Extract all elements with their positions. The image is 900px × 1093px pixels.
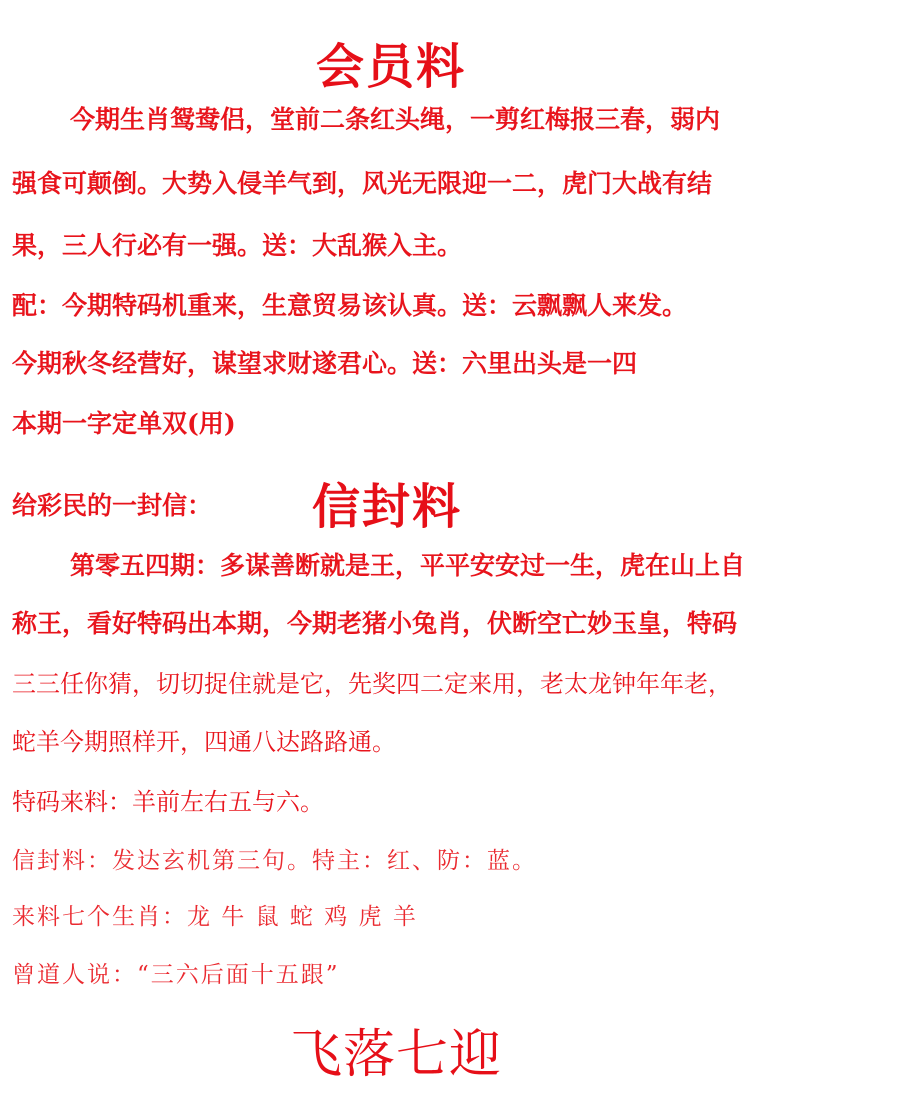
paragraph-line-5: 今期秋冬经营好，谋望求财遂君心。送：六里出头是一四 — [12, 349, 638, 378]
paragraph-line-4: 配：今期特码机重来，生意贸易该认真。送：云飘飘人来发。 — [12, 291, 688, 320]
zodiac-list-line: 来料七个生肖：龙 牛 鼠 蛇 鸡 虎 羊 — [12, 904, 418, 930]
letter-line-1: 第零五四期：多谋善断就是王，平平安安过一生，虎在山上自 — [70, 551, 746, 580]
special-code-line: 特码来料：羊前左右五与六。 — [12, 788, 324, 816]
paragraph-line-3: 果，三人行必有一强。送：大乱猴入主。 — [12, 231, 463, 260]
letter-heading: 给彩民的一封信： — [12, 491, 213, 520]
paragraph-line-6: 本期一字定单双(用) — [12, 409, 236, 438]
title-envelope-material: 信封料 — [312, 479, 463, 535]
title-member-material: 会员料 — [316, 39, 467, 95]
letter-line-2: 称王，看好特码出本期，今期老猪小兔肖，伏断空亡妙玉皇，特码 — [12, 609, 738, 638]
taoist-saying-line: 曾道人说：“三六后面十五跟” — [12, 962, 340, 988]
envelope-hint-line: 信封料：发达玄机第三句。特主：红、防：蓝。 — [12, 848, 537, 874]
title-closing-phrase: 飞落七迎 — [290, 1025, 503, 1085]
paragraph-line-1: 今期生肖鸳鸯侣，堂前二条红头绳，一剪红梅报三春，弱内 — [70, 105, 721, 134]
letter-line-3: 三三任你猜，切切捉住就是它，先奖四二定来用，老太龙钟年年老， — [12, 670, 732, 698]
paragraph-line-2: 强食可颠倒。大势入侵羊气到，风光无限迎一二，虎门大战有结 — [12, 169, 713, 198]
letter-line-4: 蛇羊今期照样开，四通八达路路通。 — [12, 728, 396, 756]
